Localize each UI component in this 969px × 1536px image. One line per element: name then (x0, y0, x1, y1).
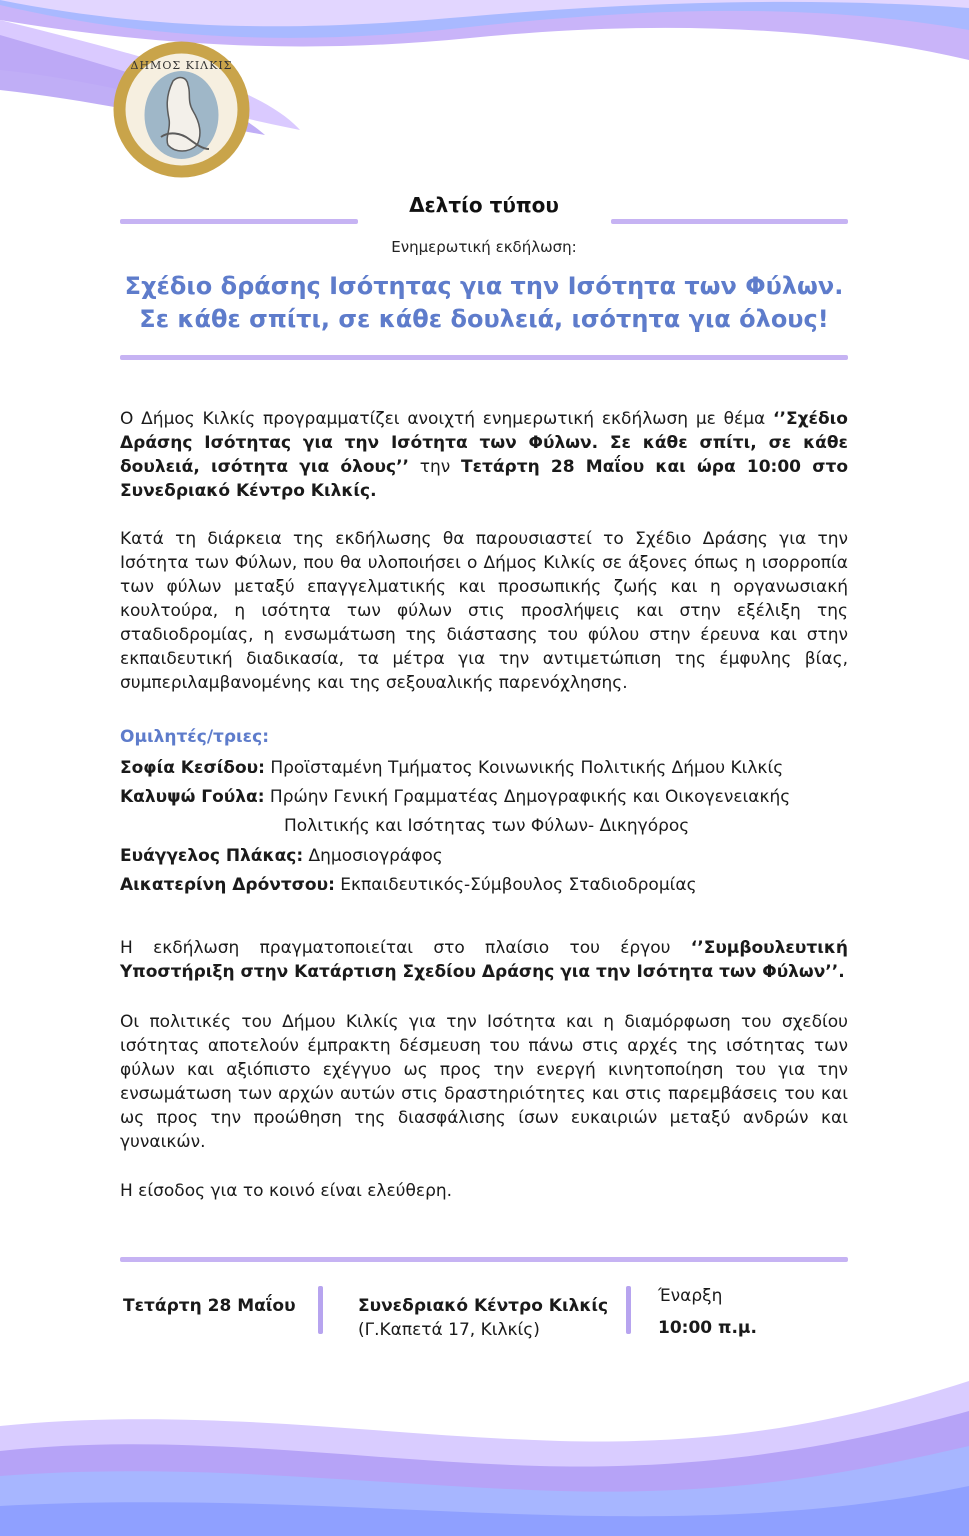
footer-venue (358, 1294, 608, 1342)
event-date: Τετάρτη 28 Μαΐου (123, 1296, 296, 1316)
headline-line-2: Σε κάθε σπίτι, σε κάθε δουλειά, ισότητα για όλους! (139, 305, 829, 333)
header-rule-left (120, 219, 358, 224)
headline-line-1: Σχέδιο δράσης Ισότητας για την Ισότητα των Φύλων. (124, 272, 844, 300)
intro-datetime: Τετάρτη 28 Μαΐου και ώρα 10:00 στο Συνεδριακό Κέντρο Κιλκίς. (120, 457, 848, 501)
project-paragraph (120, 936, 848, 984)
start-label: Έναρξη (658, 1286, 723, 1306)
speaker-role: Προϊσταμένη Τμήματος Κοινωνικής Πολιτικής Δήμου Κιλκίς (264, 758, 784, 778)
speaker-name: Καλυψώ Γούλα: (120, 787, 265, 807)
description-paragraph: Κατά τη διάρκεια της εκδήλωσης θα παρουσιαστεί το Σχέδιο Δράσης για την Ισότητα των Φύλων, που θα υλοποιήσει ο Δήμος Κιλκίς σε άξονες όπως η ισορροπία των φύλων μεταξύ επαγγελματικής και προσωπικής ζωής και η οργανωσιακή κουλτούρα, η ισότητα των φύλων στις προσλήψεις και στην εξέλιξη της σταδιοδρομίας, η ενσωμάτωση της διάστασης του φύλου στην έρευνα και στην εκπαιδευτική διαδικασία, τα μέτρα για την αντιμετώπιση της έμφυλης βίας, συμπεριλαμβανομένης και της σεξουαλικής παρενόχλησης. (120, 529, 848, 693)
header-rule-right (611, 219, 848, 224)
speaker-name: Ευάγγελος Πλάκας: (120, 846, 304, 866)
document-type-title: Δελτίο τύπου (409, 193, 559, 217)
intro-topic: ‘’Σχέδιο Δράσης Ισότητας για την Ισότητα των Φύλων. Σε κάθε σπίτι, σε κάθε δουλειά, ισότητα για όλους’’ (120, 409, 848, 477)
project-text: Η εκδήλωση πραγματοποιείται στο πλαίσιο του έργου (120, 938, 691, 958)
speakers-heading: Ομιλητές/τριες: (120, 727, 270, 747)
speaker-name: Αικατερίνη Δρόντσου: (120, 875, 335, 895)
start-time: 10:00 π.μ. (658, 1318, 757, 1338)
speaker-item (120, 783, 790, 812)
footer-start (658, 1284, 757, 1340)
admission-paragraph: Η είσοδος για το κοινό είναι ελεύθερη. (120, 1181, 453, 1201)
footer-divider-2 (626, 1286, 631, 1334)
municipality-logo (113, 41, 250, 178)
venue-name: Συνεδριακό Κέντρο Κιλκίς (358, 1296, 609, 1316)
event-headline (120, 270, 848, 336)
intro-paragraph (120, 407, 848, 503)
venue-address: (Γ.Καπετά 17, Κιλκίς) (358, 1320, 540, 1340)
speaker-item (120, 754, 783, 783)
footer-divider-1 (318, 1286, 323, 1334)
speaker-item (120, 842, 443, 871)
bottom-wave-decoration (0, 1366, 969, 1536)
speaker-name: Σοφία Κεσίδου: (120, 758, 265, 778)
project-name: ‘’Συμβουλευτική Υποστήριξη στην Κατάρτιση Σχεδίου Δράσης για την Ισότητα των Φύλων’’. (120, 938, 848, 982)
policy-paragraph: Οι πολιτικές του Δήμου Κιλκίς για την Ισότητα και η διαμόρφωση του σχεδίου ισότητας αποτελούν έμπρακτη δέσμευση του πάνω στις αρχές της ισότητας των φύλων και αξιόπιστο εχέγγυο ως προς την ενεργή κινητοποίηση του για την ενσωμάτωση των αρχών αυτών στις δραστηριότητες και στις παρεμβάσεις του και ως προς την προώθηση της διασφάλισης ίσων ευκαιριών μεταξύ ανδρών και γυναικών. (120, 1012, 848, 1152)
speaker-role: Εκπαιδευτικός-Σύμβουλος Σταδιοδρομίας (334, 875, 697, 895)
event-subtitle: Ενημερωτική εκδήλωση: (391, 238, 577, 256)
headline-rule (120, 355, 848, 360)
speaker-role: Πρώην Γενική Γραμματέας Δημογραφικής και Οικογενειακής (264, 787, 791, 807)
svg-text:ΔΗΜΟΣ ΚΙΛΚΙΣ: ΔΗΜΟΣ ΚΙΛΚΙΣ (130, 59, 233, 72)
footer-date (123, 1294, 296, 1318)
speaker-item (120, 871, 697, 900)
speaker-role: Δημοσιογράφος (303, 846, 443, 866)
intro-text-2: την (409, 457, 461, 477)
speaker-role-continuation: Πολιτικής και Ισότητας των Φύλων- Δικηγόρος (284, 816, 690, 836)
intro-text: Ο Δήμος Κιλκίς προγραμματίζει ανοιχτή ενημερωτική εκδήλωση με θέμα (120, 409, 774, 429)
footer-rule (120, 1257, 848, 1262)
